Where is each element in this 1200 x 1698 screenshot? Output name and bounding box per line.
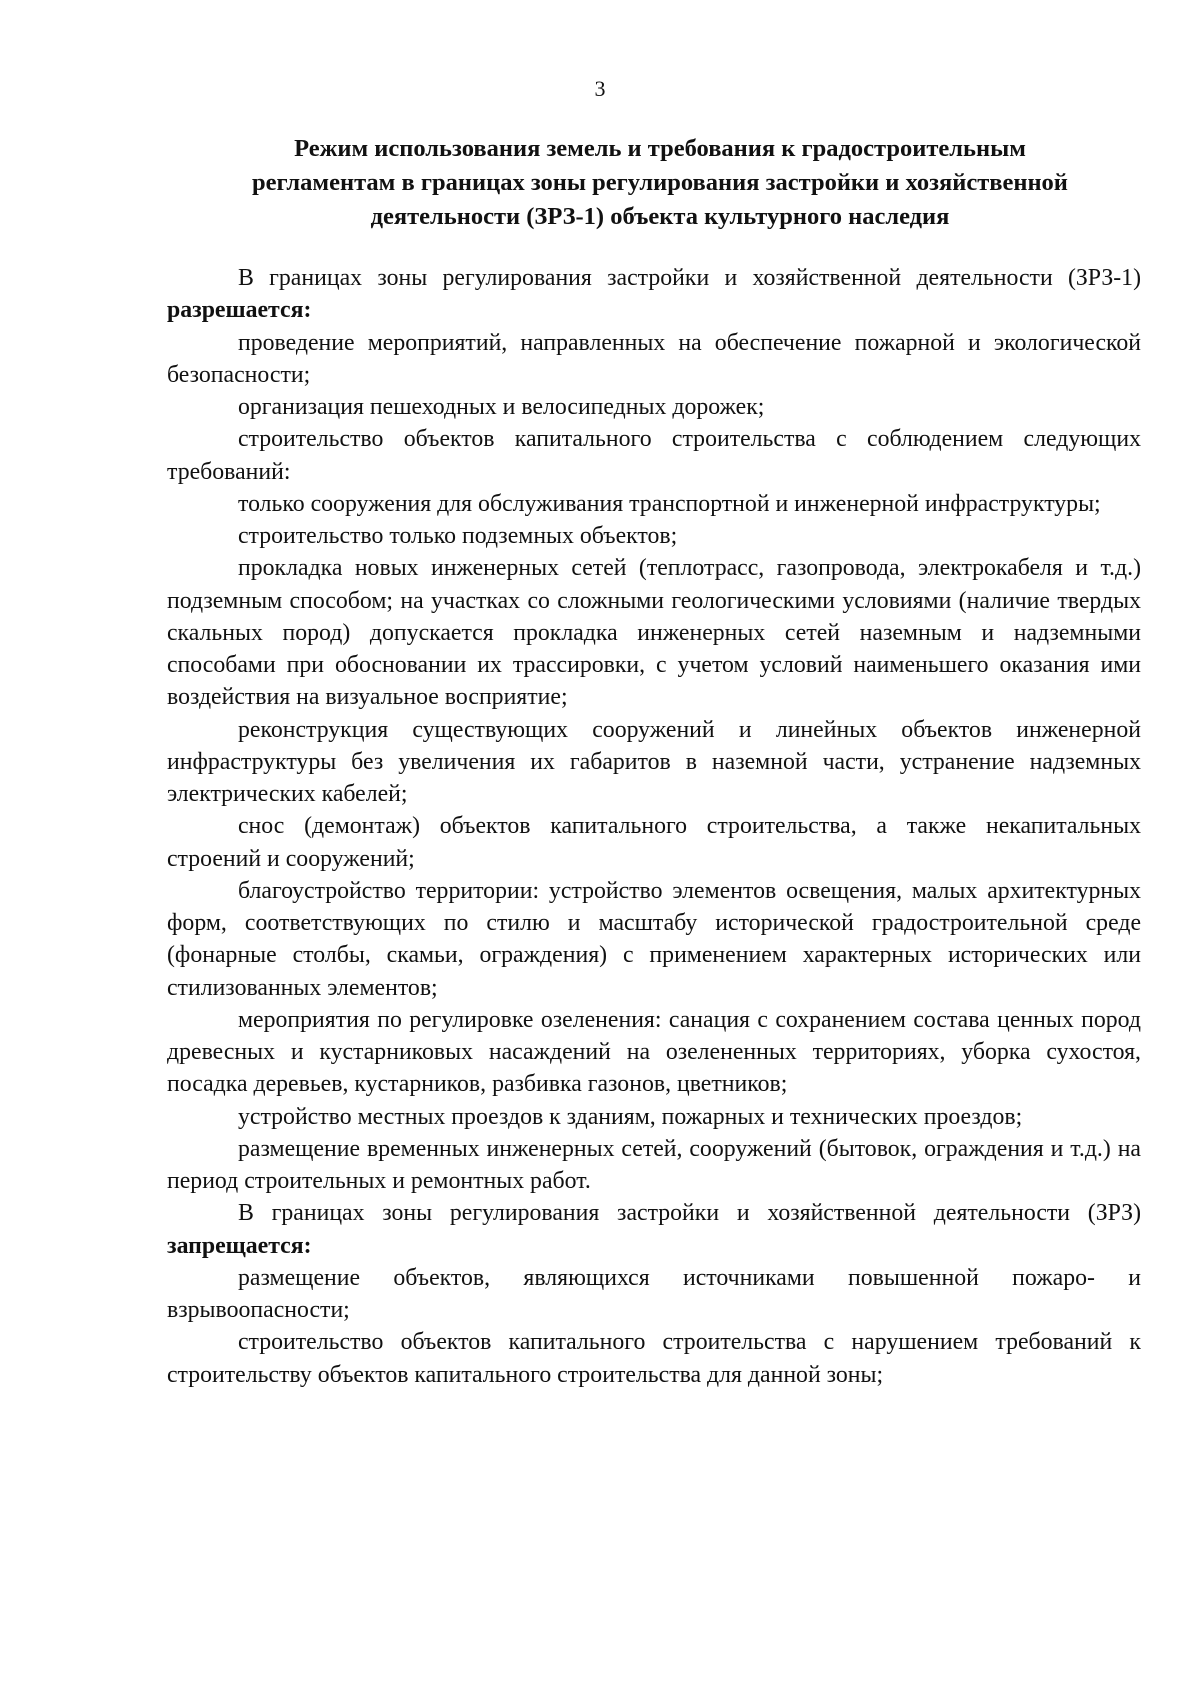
forbidden-intro-text: В границах зоны регулирования застройки и хозяйственной деятельности (ЗРЗ) <box>238 1200 1141 1227</box>
allowed-item: благоустройство территории: устройство элементов освещения, малых архитектурных форм, соответствующих по стилю и масштабу исторической градостроительной среде (фонарные столбы, скамьи, ограждения) с применением характерных исторических или стилизованных элементов; <box>167 877 1141 1001</box>
forbidden-intro-keyword: запрещается: <box>167 1232 312 1259</box>
allowed-item: устройство местных проездов к зданиям, пожарных и технических проездов; <box>238 1103 1023 1130</box>
forbidden-intro-paragraph <box>167 1197 1141 1262</box>
allowed-item: организация пешеходных и велосипедных дорожек; <box>238 394 765 420</box>
allowed-item: только сооружения для обслуживания транспортной и инженерной инфраструктуры; <box>238 490 1101 517</box>
title-line: регламентам в границах зоны регулирования застройки и хозяйственной <box>252 169 1068 196</box>
allowed-item: реконструкция существующих сооружений и линейных объектов инженерной инфраструктуры без увеличения их габаритов в наземной части, устранение надземных электрических кабелей; <box>167 716 1141 807</box>
allowed-item: проведение мероприятий, направленных на обеспечение пожарной и экологической безопасности; <box>167 329 1141 388</box>
forbidden-item: размещение объектов, являющихся источниками повышенной пожаро- и взрывоопасности; <box>167 1264 1141 1323</box>
document-title <box>160 132 1160 234</box>
allowed-item: строительство только подземных объектов; <box>238 523 678 549</box>
allowed-item: размещение временных инженерных сетей, сооружений (бытовок, ограждения и т.д.) на период строительных и ремонтных работ. <box>167 1135 1141 1194</box>
title-line: деятельности (ЗРЗ-1) объекта культурного наследия <box>370 203 950 230</box>
title-line: Режим использования земель и требования к градостроительным <box>294 135 1026 162</box>
allowed-item: снос (демонтаж) объектов капитального строительства, а также некапитальных строений и сооружений; <box>167 813 1141 872</box>
document-body <box>167 262 1141 1391</box>
allowed-item: прокладка новых инженерных сетей (теплотрасс, газопровода, электрокабеля и т.д.) подземным способом; на участках со сложными геологическими условиями (наличие твердых скальных пород) допускается прокладка инженерных сетей наземным и надземными способами при обосновании их трассировки, с учетом условий наименьшего оказания ими воздействия на визуальное восприятие; <box>167 555 1141 711</box>
allowed-item: мероприятия по регулировке озеленения: санация с сохранением состава ценных пород древесных и кустарниковых насаждений на озелененных территориях, уборка сухостоя, посадка деревьев, кустарников, разбивка газонов, цветников; <box>167 1006 1141 1098</box>
page-number: 3 <box>594 76 606 101</box>
allowed-intro-text: В границах зоны регулирования застройки и хозяйственной деятельности (ЗРЗ-1) <box>238 265 1141 291</box>
allowed-intro-keyword: разрешается: <box>167 297 312 324</box>
allowed-intro-paragraph <box>167 262 1141 327</box>
forbidden-item: строительство объектов капитального строительства с нарушением требований к строительству объектов капитального строительства для данной зоны; <box>167 1329 1141 1388</box>
allowed-item: строительство объектов капитального строительства с соблюдением следующих требований: <box>167 426 1141 485</box>
